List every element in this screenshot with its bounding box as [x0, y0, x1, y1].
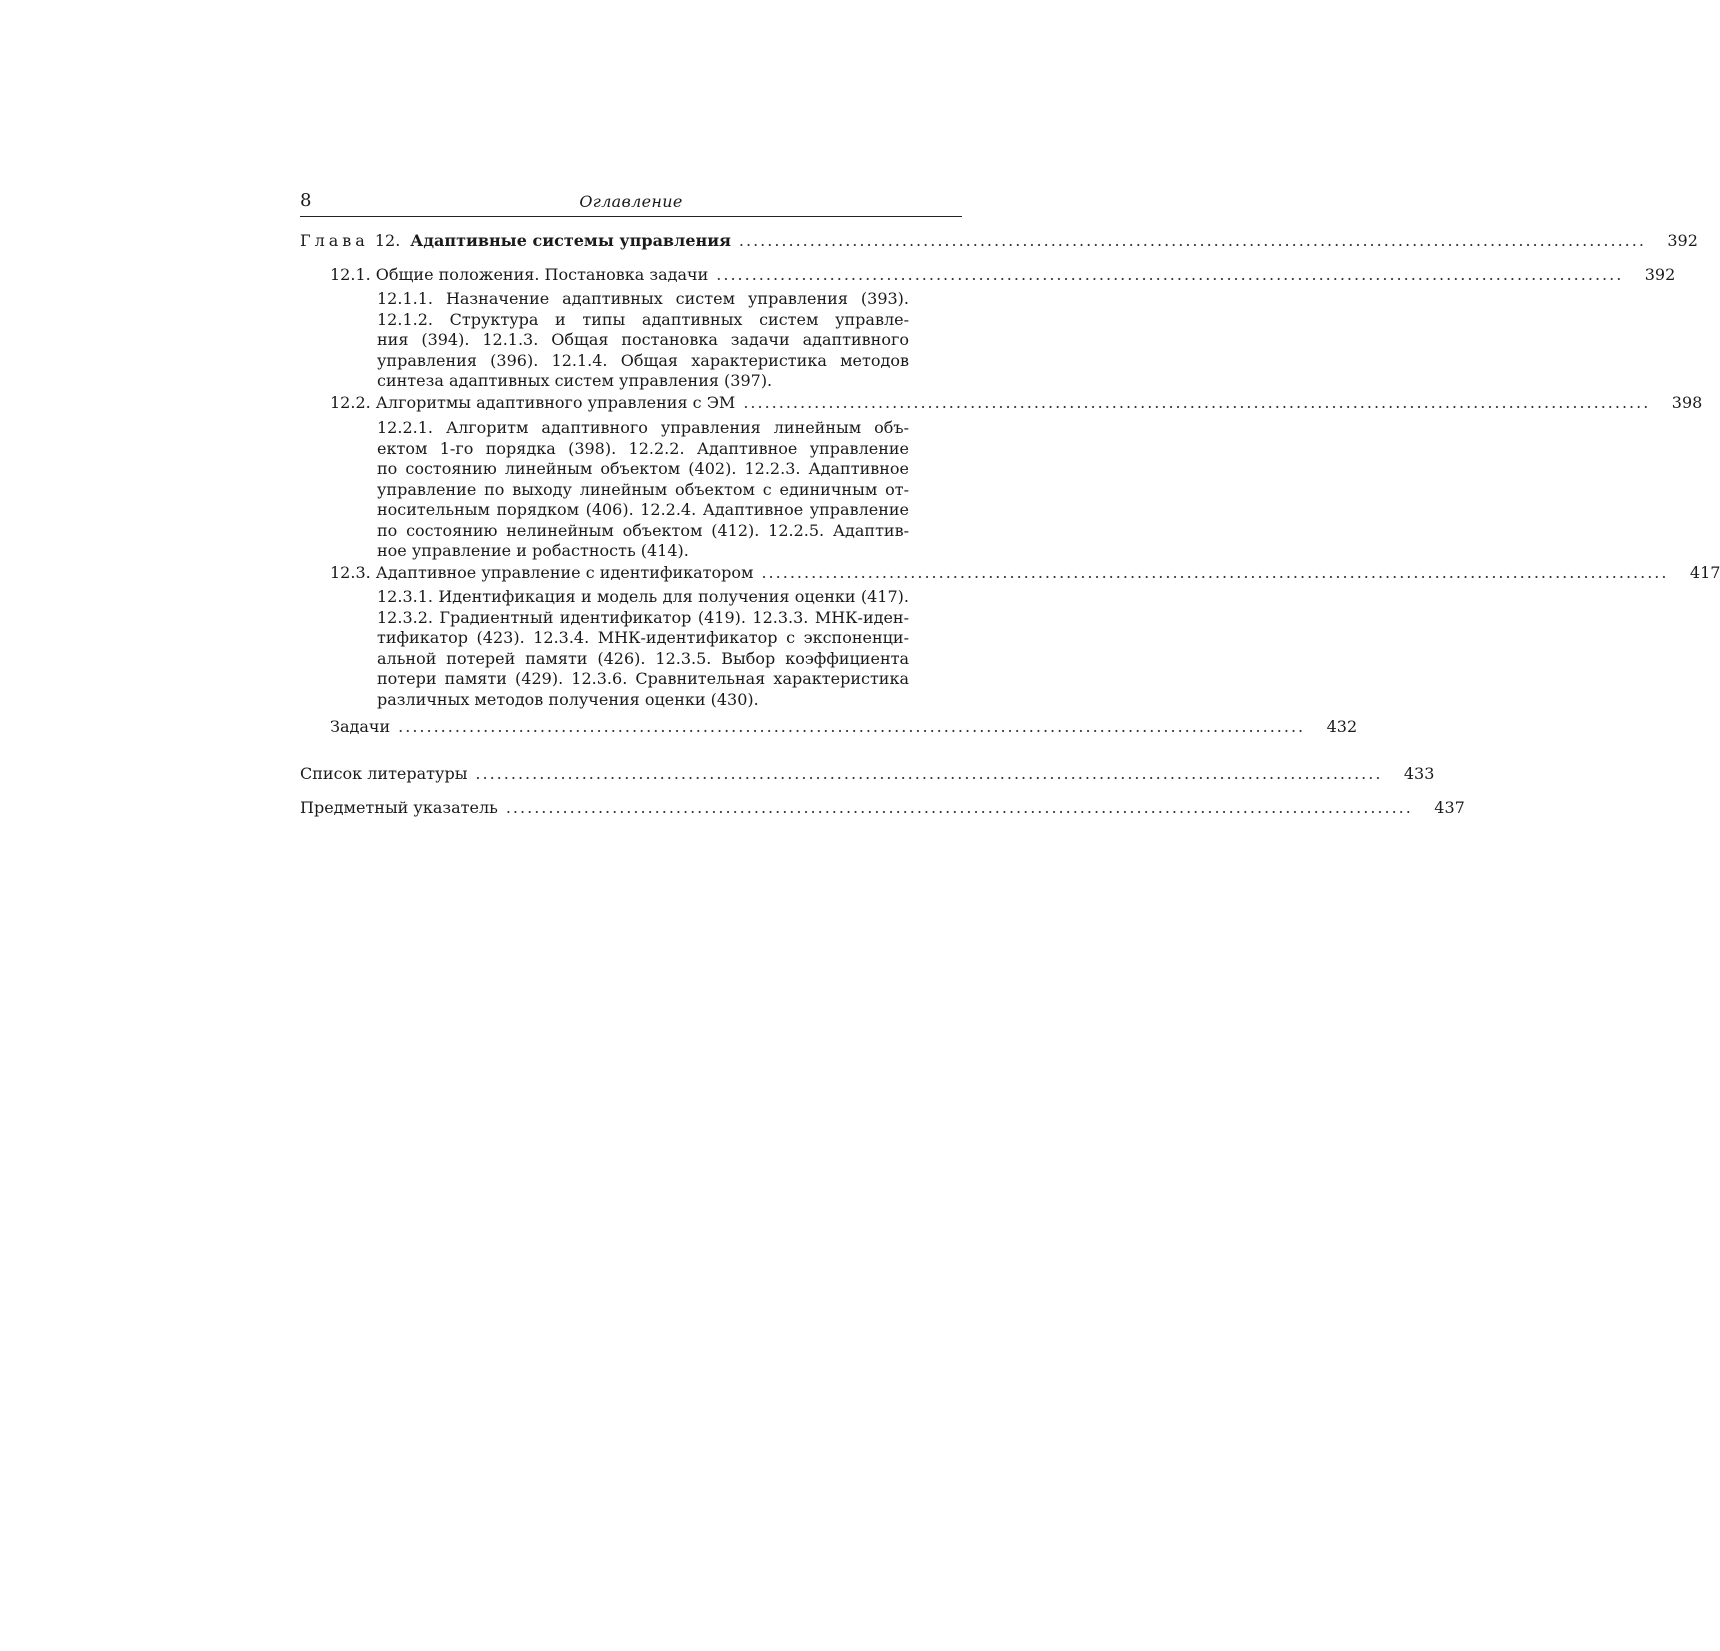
- section-label: 12.2. Алгоритмы адаптивного управления с ЭМ: [330, 393, 736, 412]
- subsection-line: ния (394). 12.1.3. Общая постановка задачи адаптивного: [377, 330, 909, 349]
- subsection-line: различных методов получения оценки (430).: [377, 689, 759, 709]
- section-label: 12.1. Общие положения. Постановка задачи: [330, 265, 709, 284]
- toc-section-12-3[interactable]: [330, 562, 1720, 583]
- chapter-title: Адаптивные системы управления: [410, 231, 731, 250]
- toc-section-12-2[interactable]: [330, 392, 1703, 413]
- subject-index-page: 437: [1434, 798, 1465, 817]
- toc-chapter-12[interactable]: [300, 230, 1698, 251]
- section-label: 12.3. Адаптивное управление с идентификатором: [330, 563, 754, 582]
- subsection-line: носительным порядком (406). 12.2.4. Адаптивное управление: [377, 500, 909, 519]
- section-page: 417: [1689, 563, 1720, 582]
- subsection-line: альной потерей памяти (426). 12.3.5. Выбор коэффициента: [377, 648, 909, 668]
- section-12-3-subsections: [377, 587, 909, 710]
- subsection-line: по состоянию нелинейным объектом (412). 12.2.5. Адаптив-: [377, 520, 909, 540]
- toc-bibliography[interactable]: [300, 763, 1435, 784]
- page-number: 8: [300, 190, 312, 211]
- problems-label: Задачи: [330, 717, 391, 736]
- subsection-line: тификатор (423). 12.3.4. МНК-идентификатор с экспоненци-: [377, 628, 909, 647]
- leader-dots: ................................................................................................................................: [761, 563, 1669, 582]
- subsection-line: 12.3.2. Градиентный идентификатор (419). 12.3.3. МНК-иден-: [377, 607, 909, 627]
- toc-section-12-1[interactable]: [330, 264, 1676, 285]
- chapter-label: [300, 230, 731, 251]
- subsection-line: 12.3.1. Идентификация и модель для получения оценки (417).: [377, 587, 909, 606]
- leader-dots: ................................................................................................................................: [505, 798, 1413, 817]
- subsection-line: 12.1.2. Структура и типы адаптивных систем управле-: [377, 309, 909, 329]
- chapter-number: 12.: [374, 231, 401, 250]
- subsection-line: управление по выходу линейным объектом с единичным от-: [377, 479, 909, 499]
- section-page: 398: [1671, 393, 1703, 412]
- leader-dots: ................................................................................................................................: [475, 764, 1383, 783]
- subject-index-label: Предметный указатель: [300, 798, 498, 817]
- toc-page: [300, 186, 1720, 817]
- subsection-line: 12.2.1. Алгоритм адаптивного управления линейным объ-: [377, 418, 909, 437]
- chapter-page: 392: [1667, 231, 1698, 250]
- section-12-1-subsections: [377, 289, 909, 392]
- section-page: 392: [1644, 265, 1676, 284]
- subsection-line: ное управление и робастность (414).: [377, 541, 689, 560]
- bibliography-label: Список литературы: [300, 764, 468, 783]
- subsection-line: управления (396). 12.1.4. Общая характеристика методов: [377, 350, 909, 370]
- leader-dots: ................................................................................................................................: [398, 717, 1306, 736]
- subsection-line: ектом 1-го порядка (398). 12.2.2. Адаптивное управление: [377, 438, 909, 458]
- subsection-line: 12.1.1. Назначение адаптивных систем управления (393).: [377, 289, 909, 308]
- section-12-2-subsections: [377, 418, 909, 562]
- subsection-line: синтеза адаптивных систем управления (397).: [377, 371, 773, 390]
- leader-dots: ................................................................................................................................: [743, 393, 1651, 412]
- subsection-line: потери памяти (429). 12.3.6. Сравнительная характеристика: [377, 669, 909, 688]
- running-title: Оглавление: [579, 192, 683, 211]
- bibliography-page: 433: [1403, 764, 1435, 783]
- running-header: [300, 186, 962, 217]
- toc-problems[interactable]: [330, 716, 1358, 737]
- leader-dots: ................................................................................................................................: [738, 231, 1646, 250]
- leader-dots: ................................................................................................................................: [716, 265, 1624, 284]
- problems-page: 432: [1326, 717, 1358, 736]
- chapter-prefix: Глава: [300, 231, 369, 250]
- subsection-line: по состоянию линейным объектом (402). 12.2.3. Адаптивное: [377, 459, 909, 478]
- toc-subject-index[interactable]: [300, 797, 1465, 818]
